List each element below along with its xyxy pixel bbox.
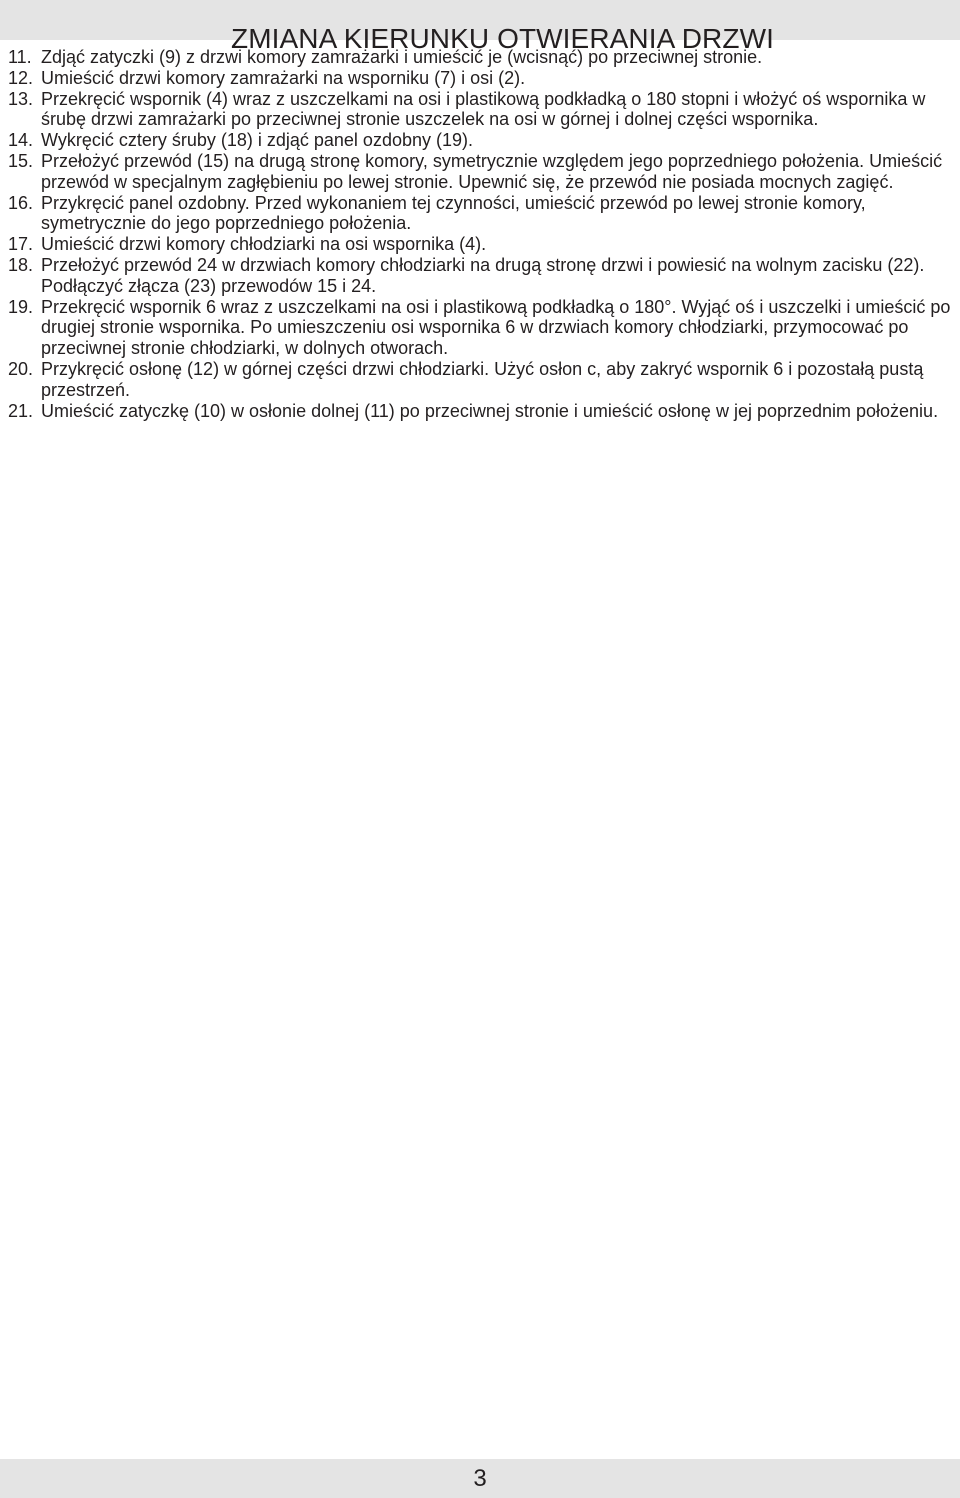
title-bar: [0, 0, 960, 54]
instruction-step-12: [8, 68, 952, 89]
instruction-step-15: [8, 151, 952, 193]
instruction-step-14: [8, 130, 952, 151]
step-text: Umieścić zatyczkę (10) w osłonie dolnej (11) po przeciwnej stronie i umieścić osłonę w jej poprzednim położeniu.: [41, 400, 939, 421]
instruction-step-19: [8, 297, 952, 359]
step-number: 14.: [8, 130, 34, 151]
instruction-step-20: [8, 359, 952, 401]
step-number: 18.: [8, 254, 34, 275]
step-number: 16.: [8, 192, 34, 213]
page-number: 3: [473, 1465, 487, 1492]
step-text: Przełożyć przewód (15) na drugą stronę komory, symetrycznie względem jego poprzedniego położenia. Umieścić przewód w specjalnym zagłębieniu po lewej stronie. Upewnić się, że przewód nie posiada mocnych zagięć.: [41, 150, 943, 192]
step-text: Umieścić drzwi komory chłodziarki na osi wspornika (4).: [41, 234, 487, 255]
step-text: Wykręcić cztery śruby (18) i zdjąć panel ozdobny (19).: [41, 130, 473, 151]
step-text: Przykręcić panel ozdobny. Przed wykonaniem tej czynności, umieścić przewód po lewej stronie komory, symetrycznie do jego poprzedniego położenia.: [41, 192, 866, 234]
instruction-step-13: [8, 89, 952, 131]
instruction-step-21: [8, 401, 952, 422]
step-text: Przykręcić osłonę (12) w górnej części drzwi chłodziarki. Użyć osłon c, aby zakryć wspornik 6 i pozostałą pustą przestrzeń.: [41, 358, 924, 400]
instruction-step-11: [8, 47, 952, 68]
step-number: 15.: [8, 150, 34, 171]
instruction-list: [8, 47, 952, 421]
step-number: 11.: [8, 47, 32, 67]
instruction-step-17: [8, 234, 952, 255]
step-number: 20.: [8, 358, 34, 379]
step-number: 12.: [8, 67, 34, 88]
step-number: 21.: [8, 400, 34, 421]
step-number: 13.: [8, 88, 34, 109]
step-text: Zdjąć zatyczki (9) z drzwi komory zamrażarki i umieścić je (wcisnąć) po przeciwnej stronie.: [41, 47, 763, 67]
step-text: Przełożyć przewód 24 w drzwiach komory chłodziarki na drugą stronę drzwi i powiesić na wolnym zacisku (22). Podłączyć złącza (23) przewodów 15 i 24.: [41, 254, 925, 296]
step-text: Umieścić drzwi komory zamrażarki na wsporniku (7) i osi (2).: [41, 67, 526, 88]
step-text: Przekręcić wspornik 6 wraz z uszczelkami na osi i plastikową podkładką o 180°. Wyjąć oś i uszczelki i umieścić po drugiej stronie wspornika. Po umieszczeniu osi wspornika 6 w drzwiach komory chłodziarki, przymocować po przeciwnej stronie chłodziarki, w dolnych otworach.: [41, 296, 951, 359]
step-text: Przekręcić wspornik (4) wraz z uszczelkami na osi i plastikową podkładką o 180 stopni i włożyć oś wspornika w śrubę drzwi zamrażarki po przeciwnej stronie uszczelek na osi w górnej i dolnej części wspornika.: [41, 88, 926, 130]
step-number: 19.: [8, 296, 34, 317]
step-number: 17.: [8, 234, 34, 255]
page-title: ZMIANA KIERUNKU OTWIERANIA DRZWI: [230, 22, 774, 54]
instruction-step-16: [8, 193, 952, 235]
instruction-step-18: [8, 255, 952, 297]
footer-bar: [0, 1459, 960, 1498]
